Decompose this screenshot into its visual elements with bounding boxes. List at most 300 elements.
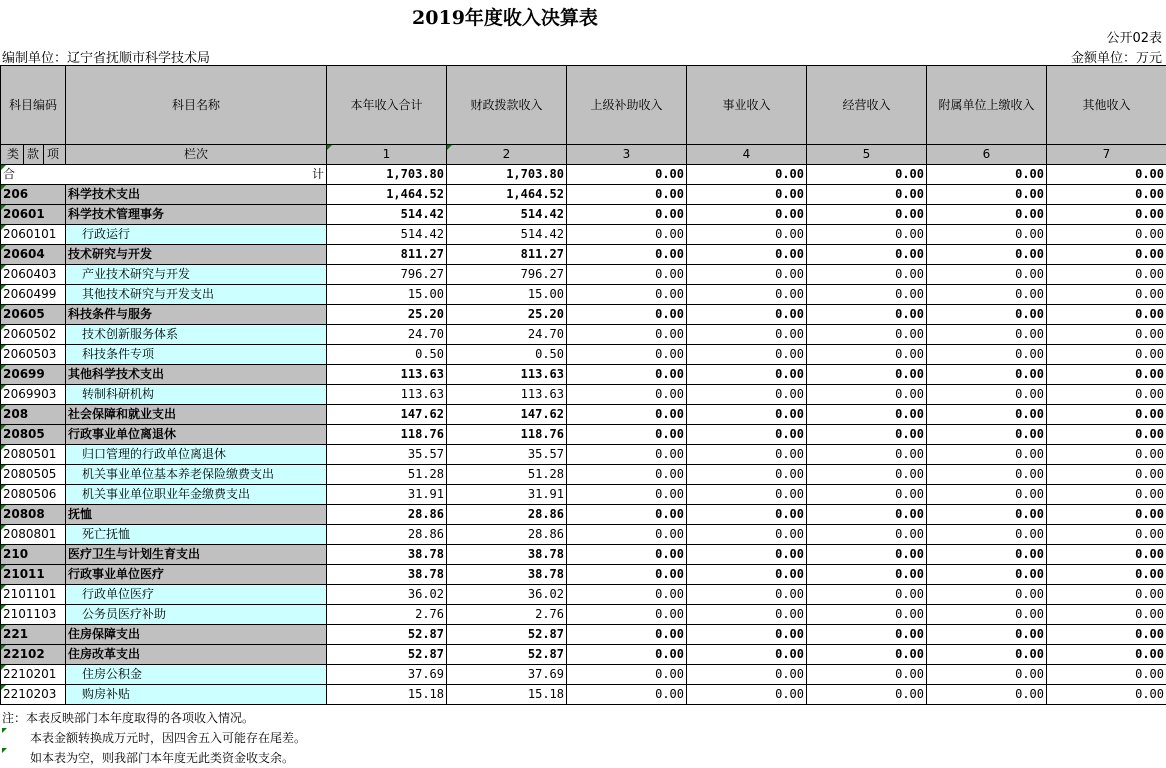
row-name: 住房公积金 (66, 665, 327, 685)
table-row (1, 365, 1166, 385)
row-value: 0.00 (687, 425, 807, 445)
row-value: 0.00 (1047, 485, 1166, 505)
row-name: 公务员医疗补助 (66, 605, 327, 625)
row-code: 20601 (1, 205, 66, 225)
row-value: 0.00 (807, 665, 927, 685)
lei-kuan-xiang (1, 145, 66, 165)
income-table (0, 65, 1166, 705)
row-code: 20605 (1, 305, 66, 325)
row-value: 0.00 (927, 485, 1047, 505)
row-value: 0.00 (1047, 425, 1166, 445)
row-value: 52.87 (447, 645, 567, 665)
row-value: 811.27 (447, 245, 567, 265)
kuan-label: 款 (24, 145, 44, 164)
row-value: 0.00 (927, 225, 1047, 245)
row-value: 0.50 (447, 345, 567, 365)
row-code: 2060499 (1, 285, 66, 305)
row-value: 0.00 (1047, 605, 1166, 625)
row-value: 0.00 (687, 405, 807, 425)
row-value: 0.00 (807, 285, 927, 305)
row-value: 0.00 (927, 445, 1047, 465)
table-row (1, 665, 1166, 685)
row-value: 0.00 (567, 665, 687, 685)
row-value: 0.00 (567, 525, 687, 545)
header-col-5: 经营收入 (807, 66, 927, 145)
table-row (1, 345, 1166, 365)
row-name: 其他科学技术支出 (66, 365, 327, 385)
row-code: 20604 (1, 245, 66, 265)
row-value: 118.76 (327, 425, 447, 445)
row-value: 0.00 (567, 185, 687, 205)
row-value: 31.91 (327, 485, 447, 505)
row-name: 科技条件专项 (66, 345, 327, 365)
table-row (1, 685, 1166, 705)
row-value: 514.42 (327, 225, 447, 245)
table-row (1, 405, 1166, 425)
row-value: 51.28 (327, 465, 447, 485)
row-name: 住房改革支出 (66, 645, 327, 665)
row-value: 0.00 (807, 245, 927, 265)
row-value: 0.00 (687, 665, 807, 685)
row-name: 社会保障和就业支出 (66, 405, 327, 425)
table-row (1, 205, 1166, 225)
row-value: 811.27 (327, 245, 447, 265)
table-row (1, 305, 1166, 325)
row-value: 2.76 (327, 605, 447, 625)
row-code: 20808 (1, 505, 66, 525)
row-code: 2210201 (1, 665, 66, 685)
row-value: 1,464.52 (327, 185, 447, 205)
row-value: 0.00 (807, 505, 927, 525)
row-name: 科技条件与服务 (66, 305, 327, 325)
amount-unit: 金额单位：万元 (1071, 47, 1162, 66)
row-value: 0.00 (807, 625, 927, 645)
total-value: 0.00 (927, 165, 1047, 185)
row-code: 2101101 (1, 585, 66, 605)
row-value: 0.00 (807, 225, 927, 245)
row-value: 796.27 (327, 265, 447, 285)
row-code: 206 (1, 185, 66, 205)
row-value: 37.69 (447, 665, 567, 685)
row-name: 科学技术支出 (66, 185, 327, 205)
row-value: 0.00 (927, 205, 1047, 225)
total-label-ji: 计 (312, 165, 324, 184)
row-value: 0.00 (567, 545, 687, 565)
row-value: 0.00 (927, 405, 1047, 425)
row-value: 0.00 (927, 385, 1047, 405)
row-value: 0.00 (567, 245, 687, 265)
row-value: 0.00 (687, 545, 807, 565)
row-value: 0.00 (927, 585, 1047, 605)
row-code: 20805 (1, 425, 66, 445)
row-value: 0.00 (927, 465, 1047, 485)
row-value: 0.00 (807, 265, 927, 285)
row-value: 0.00 (1047, 565, 1166, 585)
row-value: 0.00 (687, 525, 807, 545)
row-code: 2080505 (1, 465, 66, 485)
xiang-label: 项 (44, 145, 63, 164)
row-value: 0.00 (687, 585, 807, 605)
row-value: 118.76 (447, 425, 567, 445)
col-num-2: 2 (447, 145, 567, 165)
row-value: 0.00 (927, 425, 1047, 445)
row-value: 0.00 (687, 265, 807, 285)
row-code: 210 (1, 545, 66, 565)
row-value: 36.02 (447, 585, 567, 605)
row-value: 2.76 (447, 605, 567, 625)
compiling-unit: 编制单位：辽宁省抚顺市科学技术局 (2, 47, 210, 66)
row-value: 0.00 (687, 385, 807, 405)
row-value: 24.70 (327, 325, 447, 345)
row-value: 0.00 (927, 185, 1047, 205)
row-name: 抚恤 (66, 505, 327, 525)
header-col-1: 本年收入合计 (327, 66, 447, 145)
col-num-3: 3 (567, 145, 687, 165)
row-value: 0.00 (687, 445, 807, 465)
row-value: 0.00 (687, 565, 807, 585)
row-value: 0.00 (687, 365, 807, 385)
row-value: 0.00 (687, 285, 807, 305)
row-name: 行政事业单位离退休 (66, 425, 327, 445)
row-value: 52.87 (327, 625, 447, 645)
row-value: 0.00 (807, 325, 927, 345)
row-value: 0.00 (807, 185, 927, 205)
row-value: 0.00 (687, 505, 807, 525)
row-value: 0.00 (927, 545, 1047, 565)
total-value: 0.00 (1047, 165, 1166, 185)
row-value: 25.20 (327, 305, 447, 325)
row-value: 0.00 (927, 265, 1047, 285)
row-code: 21011 (1, 565, 66, 585)
row-value: 0.00 (567, 605, 687, 625)
row-value: 0.00 (1047, 185, 1166, 205)
row-value: 0.00 (927, 285, 1047, 305)
row-value: 0.00 (927, 625, 1047, 645)
row-value: 51.28 (447, 465, 567, 485)
row-value: 31.91 (447, 485, 567, 505)
row-value: 0.00 (927, 605, 1047, 625)
table-row (1, 185, 1166, 205)
row-value: 0.50 (327, 345, 447, 365)
row-code: 2069903 (1, 385, 66, 405)
table-row (1, 325, 1166, 345)
row-value: 0.00 (807, 565, 927, 585)
row-value: 0.00 (1047, 345, 1166, 365)
row-code: 2101103 (1, 605, 66, 625)
total-row (1, 165, 1166, 185)
row-value: 0.00 (927, 305, 1047, 325)
row-value: 0.00 (927, 525, 1047, 545)
row-value: 0.00 (687, 205, 807, 225)
row-value: 0.00 (1047, 625, 1166, 645)
row-value: 0.00 (807, 485, 927, 505)
table-row (1, 645, 1166, 665)
row-value: 0.00 (687, 645, 807, 665)
row-value: 0.00 (567, 305, 687, 325)
col-num-5: 5 (807, 145, 927, 165)
total-label (1, 165, 327, 185)
row-code: 2080801 (1, 525, 66, 545)
row-value: 0.00 (567, 365, 687, 385)
row-value: 0.00 (807, 445, 927, 465)
row-value: 0.00 (927, 665, 1047, 685)
row-value: 0.00 (807, 645, 927, 665)
row-value: 0.00 (567, 465, 687, 485)
table-row (1, 225, 1166, 245)
table-row (1, 425, 1166, 445)
row-value: 28.86 (447, 525, 567, 545)
row-value: 0.00 (687, 605, 807, 625)
header-row (1, 66, 1166, 145)
row-value: 0.00 (807, 425, 927, 445)
row-value: 0.00 (807, 385, 927, 405)
notes (2, 708, 306, 768)
row-value: 0.00 (687, 325, 807, 345)
header-col-6: 附属单位上缴收入 (927, 66, 1047, 145)
row-value: 113.63 (447, 385, 567, 405)
row-value: 52.87 (447, 625, 567, 645)
table-row (1, 625, 1166, 645)
row-value: 0.00 (1047, 205, 1166, 225)
lanci-label: 栏次 (66, 145, 327, 165)
row-value: 147.62 (327, 405, 447, 425)
col-num-1: 1 (327, 145, 447, 165)
row-name: 机关事业单位职业年金缴费支出 (66, 485, 327, 505)
row-value: 0.00 (567, 585, 687, 605)
row-name: 归口管理的行政单位离退休 (66, 445, 327, 465)
row-value: 0.00 (567, 265, 687, 285)
table-row (1, 265, 1166, 285)
row-value: 0.00 (1047, 365, 1166, 385)
row-value: 0.00 (687, 245, 807, 265)
row-code: 20699 (1, 365, 66, 385)
row-value: 113.63 (447, 365, 567, 385)
row-value: 0.00 (1047, 285, 1166, 305)
row-code: 2060403 (1, 265, 66, 285)
row-value: 0.00 (567, 225, 687, 245)
row-value: 0.00 (567, 325, 687, 345)
row-code: 2080501 (1, 445, 66, 465)
row-value: 36.02 (327, 585, 447, 605)
row-value: 15.00 (447, 285, 567, 305)
row-value: 796.27 (447, 265, 567, 285)
row-value: 0.00 (687, 225, 807, 245)
note-2: 本表金额转换成万元时，因四舍五入可能存在尾差。 (2, 728, 306, 748)
row-value: 113.63 (327, 365, 447, 385)
row-value: 28.86 (447, 505, 567, 525)
row-value: 0.00 (687, 465, 807, 485)
row-value: 0.00 (807, 605, 927, 625)
row-code: 2060503 (1, 345, 66, 365)
row-value: 0.00 (927, 565, 1047, 585)
row-name: 产业技术研究与开发 (66, 265, 327, 285)
row-value: 0.00 (687, 685, 807, 705)
row-value: 0.00 (1047, 245, 1166, 265)
col-num-4: 4 (687, 145, 807, 165)
row-name: 行政事业单位医疗 (66, 565, 327, 585)
row-value: 0.00 (807, 465, 927, 485)
page-title: 2019年度收入决算表 (0, 3, 1010, 30)
row-name: 购房补贴 (66, 685, 327, 705)
table-row (1, 525, 1166, 545)
row-value: 0.00 (807, 585, 927, 605)
row-value: 0.00 (1047, 445, 1166, 465)
row-value: 0.00 (1047, 305, 1166, 325)
row-value: 0.00 (807, 205, 927, 225)
table-row (1, 605, 1166, 625)
row-value: 37.69 (327, 665, 447, 685)
row-value: 0.00 (567, 285, 687, 305)
row-value: 514.42 (447, 225, 567, 245)
row-value: 0.00 (687, 625, 807, 645)
header-code: 科目编码 (1, 66, 66, 145)
row-value: 0.00 (687, 185, 807, 205)
row-value: 38.78 (447, 565, 567, 585)
row-value: 0.00 (927, 325, 1047, 345)
form-number: 公开02表 (1106, 27, 1162, 46)
row-value: 0.00 (1047, 465, 1166, 485)
header-name: 科目名称 (66, 66, 327, 145)
row-name: 医疗卫生与计划生育支出 (66, 545, 327, 565)
row-value: 0.00 (687, 305, 807, 325)
row-value: 0.00 (927, 685, 1047, 705)
row-value: 0.00 (1047, 225, 1166, 245)
row-value: 0.00 (927, 365, 1047, 385)
row-value: 0.00 (807, 345, 927, 365)
row-name: 机关事业单位基本养老保险缴费支出 (66, 465, 327, 485)
table-row (1, 285, 1166, 305)
table-row (1, 565, 1166, 585)
row-value: 0.00 (1047, 405, 1166, 425)
row-value: 0.00 (927, 505, 1047, 525)
row-value: 0.00 (807, 305, 927, 325)
header-col-7: 其他收入 (1047, 66, 1166, 145)
row-value: 35.57 (447, 445, 567, 465)
table-row (1, 465, 1166, 485)
note-1: 注：本表反映部门本年度取得的各项收入情况。 (2, 708, 306, 728)
row-value: 0.00 (1047, 645, 1166, 665)
total-value: 1,703.80 (327, 165, 447, 185)
row-value: 0.00 (927, 245, 1047, 265)
row-value: 0.00 (807, 525, 927, 545)
row-name: 转制科研机构 (66, 385, 327, 405)
row-value: 0.00 (567, 385, 687, 405)
row-value: 25.20 (447, 305, 567, 325)
row-value: 1,464.52 (447, 185, 567, 205)
row-code: 221 (1, 625, 66, 645)
row-value: 28.86 (327, 525, 447, 545)
row-code: 208 (1, 405, 66, 425)
header-col-2: 财政拨款收入 (447, 66, 567, 145)
header-col-4: 事业收入 (687, 66, 807, 145)
row-value: 0.00 (567, 345, 687, 365)
total-label-he: 合 (3, 167, 15, 181)
col-num-7: 7 (1047, 145, 1166, 165)
header-col-3: 上级补助收入 (567, 66, 687, 145)
row-value: 0.00 (567, 425, 687, 445)
total-value: 0.00 (687, 165, 807, 185)
row-value: 24.70 (447, 325, 567, 345)
row-code: 2080506 (1, 485, 66, 505)
row-value: 514.42 (447, 205, 567, 225)
row-value: 15.18 (447, 685, 567, 705)
row-value: 0.00 (1047, 585, 1166, 605)
row-value: 0.00 (927, 645, 1047, 665)
row-value: 0.00 (567, 685, 687, 705)
row-value: 0.00 (567, 205, 687, 225)
row-value: 0.00 (807, 365, 927, 385)
row-value: 0.00 (927, 345, 1047, 365)
column-number-row (1, 145, 1166, 165)
table-row (1, 585, 1166, 605)
row-value: 0.00 (1047, 525, 1166, 545)
table-row (1, 505, 1166, 525)
lei-label: 类 (4, 145, 24, 164)
row-code: 2060502 (1, 325, 66, 345)
row-value: 113.63 (327, 385, 447, 405)
table-row (1, 485, 1166, 505)
row-value: 28.86 (327, 505, 447, 525)
row-name: 科学技术管理事务 (66, 205, 327, 225)
row-value: 0.00 (567, 405, 687, 425)
row-name: 技术研究与开发 (66, 245, 327, 265)
row-value: 0.00 (567, 625, 687, 645)
row-name: 其他技术研究与开发支出 (66, 285, 327, 305)
row-name: 行政运行 (66, 225, 327, 245)
row-name: 行政单位医疗 (66, 585, 327, 605)
row-value: 0.00 (807, 545, 927, 565)
total-value: 0.00 (567, 165, 687, 185)
row-value: 0.00 (807, 685, 927, 705)
row-value: 0.00 (567, 565, 687, 585)
row-value: 0.00 (687, 485, 807, 505)
row-value: 15.00 (327, 285, 447, 305)
row-value: 0.00 (567, 505, 687, 525)
row-value: 38.78 (327, 545, 447, 565)
note-3: 如本表为空，则我部门本年度无此类资金收支余。 (2, 748, 306, 768)
row-value: 38.78 (327, 565, 447, 585)
row-value: 52.87 (327, 645, 447, 665)
total-value: 0.00 (807, 165, 927, 185)
row-value: 514.42 (327, 205, 447, 225)
row-value: 0.00 (1047, 385, 1166, 405)
row-value: 0.00 (567, 445, 687, 465)
row-value: 0.00 (1047, 505, 1166, 525)
row-value: 35.57 (327, 445, 447, 465)
table-row (1, 545, 1166, 565)
table-row (1, 245, 1166, 265)
row-value: 0.00 (807, 405, 927, 425)
row-value: 0.00 (1047, 545, 1166, 565)
total-value: 1,703.80 (447, 165, 567, 185)
row-name: 住房保障支出 (66, 625, 327, 645)
row-value: 0.00 (567, 645, 687, 665)
col-num-6: 6 (927, 145, 1047, 165)
row-value: 0.00 (1047, 325, 1166, 345)
row-value: 0.00 (687, 345, 807, 365)
row-name: 技术创新服务体系 (66, 325, 327, 345)
row-value: 38.78 (447, 545, 567, 565)
row-value: 147.62 (447, 405, 567, 425)
row-value: 0.00 (1047, 265, 1166, 285)
row-code: 2060101 (1, 225, 66, 245)
table-row (1, 385, 1166, 405)
row-value: 0.00 (1047, 685, 1166, 705)
row-value: 0.00 (567, 485, 687, 505)
row-code: 2210203 (1, 685, 66, 705)
row-value: 15.18 (327, 685, 447, 705)
row-code: 22102 (1, 645, 66, 665)
